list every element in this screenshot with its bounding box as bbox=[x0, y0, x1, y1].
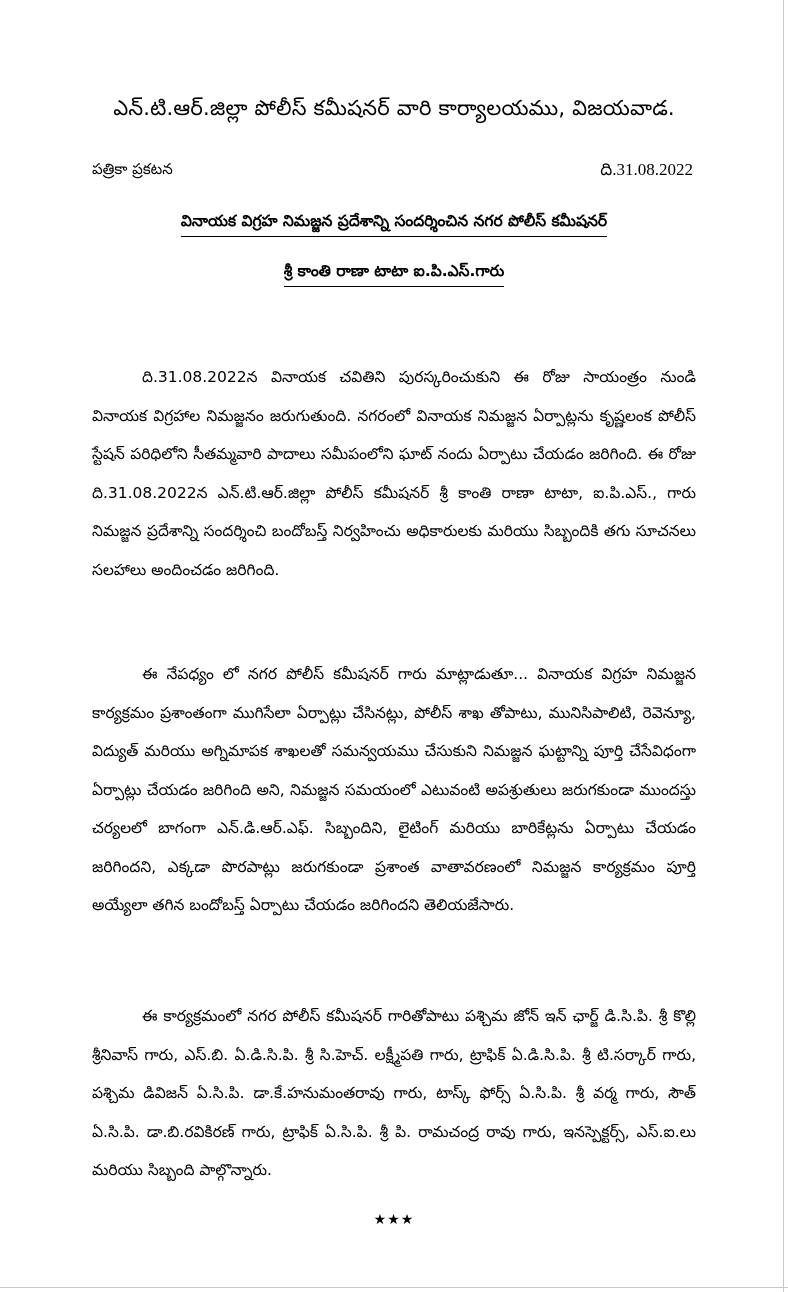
page-border-bottom bbox=[0, 1287, 788, 1288]
end-stars: ★★★ bbox=[373, 1212, 415, 1228]
paragraph-3: ఈ కార్యక్రమంలో నగర పోలీస్ కమీషనర్ గారితోపాటు పశ్చిమ జోన్ ఇన్ ఛార్జ్ డి.సి.పి. శ్రీ కొల్లి శ్రీనివాస్ గారు, ఎస్.బి. ఏ.డి.సి.పి. శ్రీ సి.హెచ్. లక్ష్మీపతి గారు, ట్రాఫిక్ ఏ.డి.సి.పి. శ్రీ టి.సర్కార్ గారు, పశ్చిమ డివిజన్ ఏ.సి.పి. డా.కే.హనుమంతరావు గారు, టాస్క్ ఫోర్స్ ఏ.సి.పి. శ్రీ వర్మ గారు, సౌత్ ఏ.సి.పి. డా.బి.రవికిరణ్ గారు, ట్రాఫిక్ ఏ.సి.పి. శ్రీ పి. రామచంద్ర రావు గారు, ఇనస్పెక్టర్స్, ఎస్.ఐ.లు మరియు సిబ్బంది పాల్గొన్నారు. bbox=[92, 1007, 696, 1179]
headline-line-2: శ్రీ కాంతి రాణా టాటా ఐ.పి.ఎస్.గారు bbox=[0, 262, 788, 284]
page-border-right bbox=[783, 0, 784, 1292]
press-release-date: ది.31.08.2022 bbox=[600, 160, 693, 179]
headline-line-1: వినాయక విగ్రహ నిమజ్జన ప్రదేశాన్ని సందర్శించిన నగర పోలీస్ కమీషనర్ bbox=[0, 212, 788, 234]
press-release-label: పత్రికా ప్రకటన bbox=[92, 160, 173, 178]
paragraph-1: ది.31.08.2022న వినాయక చవితిని పురస్కరించుకుని ఈ రోజు సాయంత్రం నుండి వినాయక విగ్రహాల నిమజ్జనం జరుగుతుంది. నగరంలో వినాయక నిమజ్జన ఏర్పాట్లను కృష్ణలంక పోలీస్ స్టేషన్ పరిధిలోని సీతమ్మవారి పాదాలు సమీపంలోని ఘాట్ నందు ఏర్పాటు చేయడం జరిగింది. ఈ రోజు ది.31.08.2022న ఎన్.టి.ఆర్.జిల్లా పోలీస్ కమీషనర్ శ్రీ కాంతి రాణా టాటా, ఐ.పి.ఎస్., గారు నిమజ్జన ప్రదేశాన్ని సందర్శించి బందోబస్త్ నిర్వహించు అధికారులకు మరియు సిబ్బందికి తగు సూచనలు సలహాలు అందించడం జరిగింది. bbox=[92, 368, 696, 579]
office-title: ఎన్.టి.ఆర్.జిల్లా పోలీస్ కమీషనర్ వారి కార్యాలయము, విజయవాడ. bbox=[113, 96, 675, 120]
paragraph-2: ఈ నేపధ్యం లో నగర పోలీస్ కమీషనర్ గారు మాట్లాడుతూ... వినాయక విగ్రహ నిమజ్జన కార్యక్రమం ప్రశాంతంగా ముగిసేలా ఏర్పాట్లు చేసినట్లు, పోలీస్ శాఖ తోపాటు, మునిసిపాలిటి, రెవెన్యూ, విద్యుత్ మరియు అగ్నిమాపక శాఖలతో సమన్వయము చేసుకుని నిమజ్జన ఘట్టాన్ని పూర్తి చేసేవిధంగా ఏర్పాట్లు చేయడం జరిగింది అని, నిమజ్జన సమయంలో ఎటువంటి అపశ్రుతులు జరుగకుండా ముందస్తు చర్యలలో బాగంగా ఎన్.డి.ఆర్.ఎఫ్. సిబ్బందిని, లైటింగ్ మరియు బారికేట్లను ఏర్పాటు చేయడం జరిగిందని, ఎక్కడా పొరపాట్లు జరుగకుండా ప్రశాంత వాతావరణంలో నిమజ్జన కార్యక్రమం పూర్తి అయ్యేలా తగిన బందోబస్త్ ఏర్పాటు చేయడం జరిగిందని తెలియజేసారు. bbox=[92, 665, 696, 914]
